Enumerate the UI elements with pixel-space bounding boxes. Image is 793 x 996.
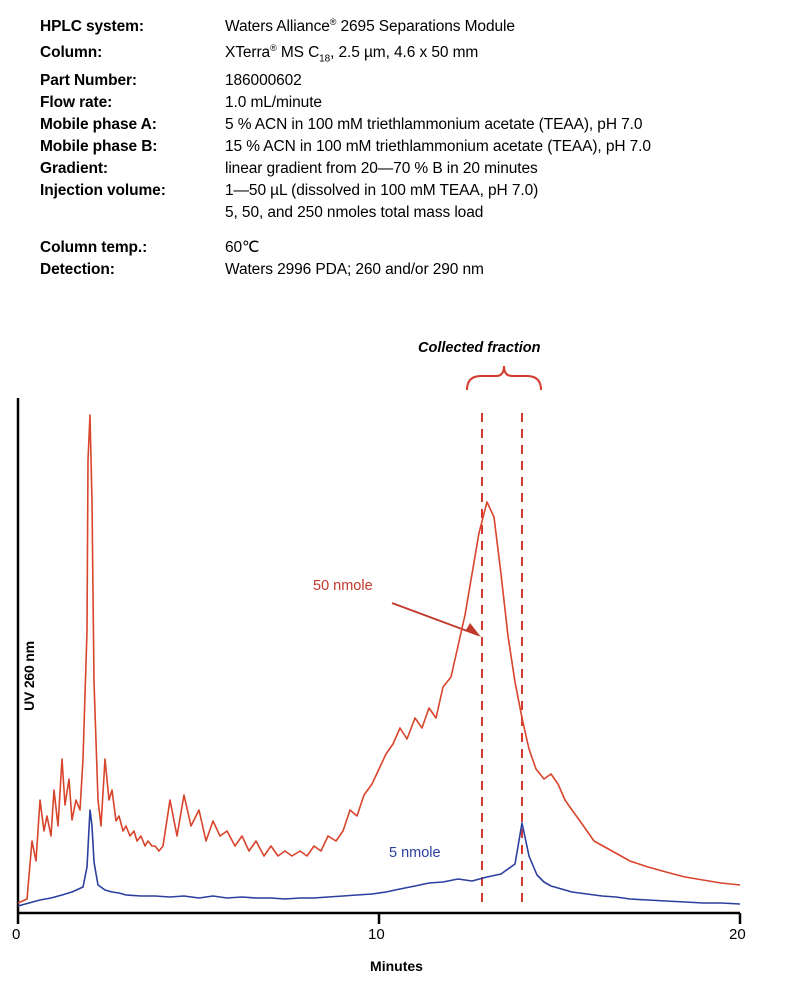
row-value: 5 % ACN in 100 mM triethlammonium acetate (TEAA), pH 7.0 — [225, 116, 643, 134]
row-value: 1.0 mL/minute — [225, 94, 322, 112]
table-row — [40, 202, 760, 223]
chromatogram-chart — [0, 318, 793, 996]
row-label: Mobile phase B: — [40, 138, 158, 156]
table-row — [40, 92, 760, 113]
table-row — [40, 70, 760, 91]
row-label: Detection: — [40, 261, 115, 279]
row-label: Gradient: — [40, 160, 108, 178]
row-label: Injection volume: — [40, 182, 166, 200]
row-label: Column temp.: — [40, 239, 148, 257]
method-parameters-table — [40, 12, 760, 281]
series-label-50-nmole: 50 nmole — [313, 578, 373, 594]
row-label: Flow rate: — [40, 94, 113, 112]
row-label: Column: — [40, 44, 103, 62]
x-axis-label: Minutes — [370, 958, 423, 974]
row-value: linear gradient from 20—70 % B in 20 minutes — [225, 160, 538, 178]
row-label: HPLC system: — [40, 18, 144, 36]
row-value: Waters 2996 PDA; 260 and/or 290 nm — [225, 261, 484, 279]
row-value: 186000602 — [225, 72, 302, 90]
series-5-nmole — [18, 810, 740, 906]
row-label — [40, 216, 225, 217]
x-tick-label-20: 20 — [729, 926, 746, 943]
row-label: Part Number: — [40, 72, 137, 90]
annotation-arrow-head — [466, 623, 481, 637]
table-row — [40, 237, 760, 258]
chromatogram-plot — [0, 318, 793, 996]
table-row — [40, 12, 760, 37]
table-row — [40, 38, 760, 69]
row-value: Waters Alliance® 2695 Separations Module — [225, 17, 515, 36]
table-row — [40, 158, 760, 179]
fraction-bracket — [467, 366, 541, 390]
row-value: 1—50 µL (dissolved in 100 mM TEAA, pH 7.0) — [225, 182, 539, 200]
row-spacer — [40, 224, 760, 237]
row-value: 15 % ACN in 100 mM triethlammonium acetate (TEAA), pH 7.0 — [225, 138, 651, 156]
row-value: 60℃ — [225, 239, 260, 257]
series-50-nmole — [18, 415, 740, 903]
annotation-arrow-line — [392, 603, 478, 635]
table-row — [40, 114, 760, 135]
series-label-5-nmole: 5 nmole — [389, 845, 441, 861]
row-value: 5, 50, and 250 nmoles total mass load — [225, 204, 484, 222]
table-row — [40, 136, 760, 157]
y-axis-label: UV 260 nm — [21, 641, 37, 711]
table-row — [40, 180, 760, 201]
row-label: Mobile phase A: — [40, 116, 157, 134]
table-row — [40, 259, 760, 280]
collected-fraction-label: Collected fraction — [418, 340, 541, 356]
row-value: XTerra® MS $C_{18}$, 2.5 µm, 4.6 x 50 mm — [225, 43, 479, 65]
x-tick-label-10: 10 — [368, 926, 385, 943]
x-tick-label-0: 0 — [12, 926, 21, 943]
